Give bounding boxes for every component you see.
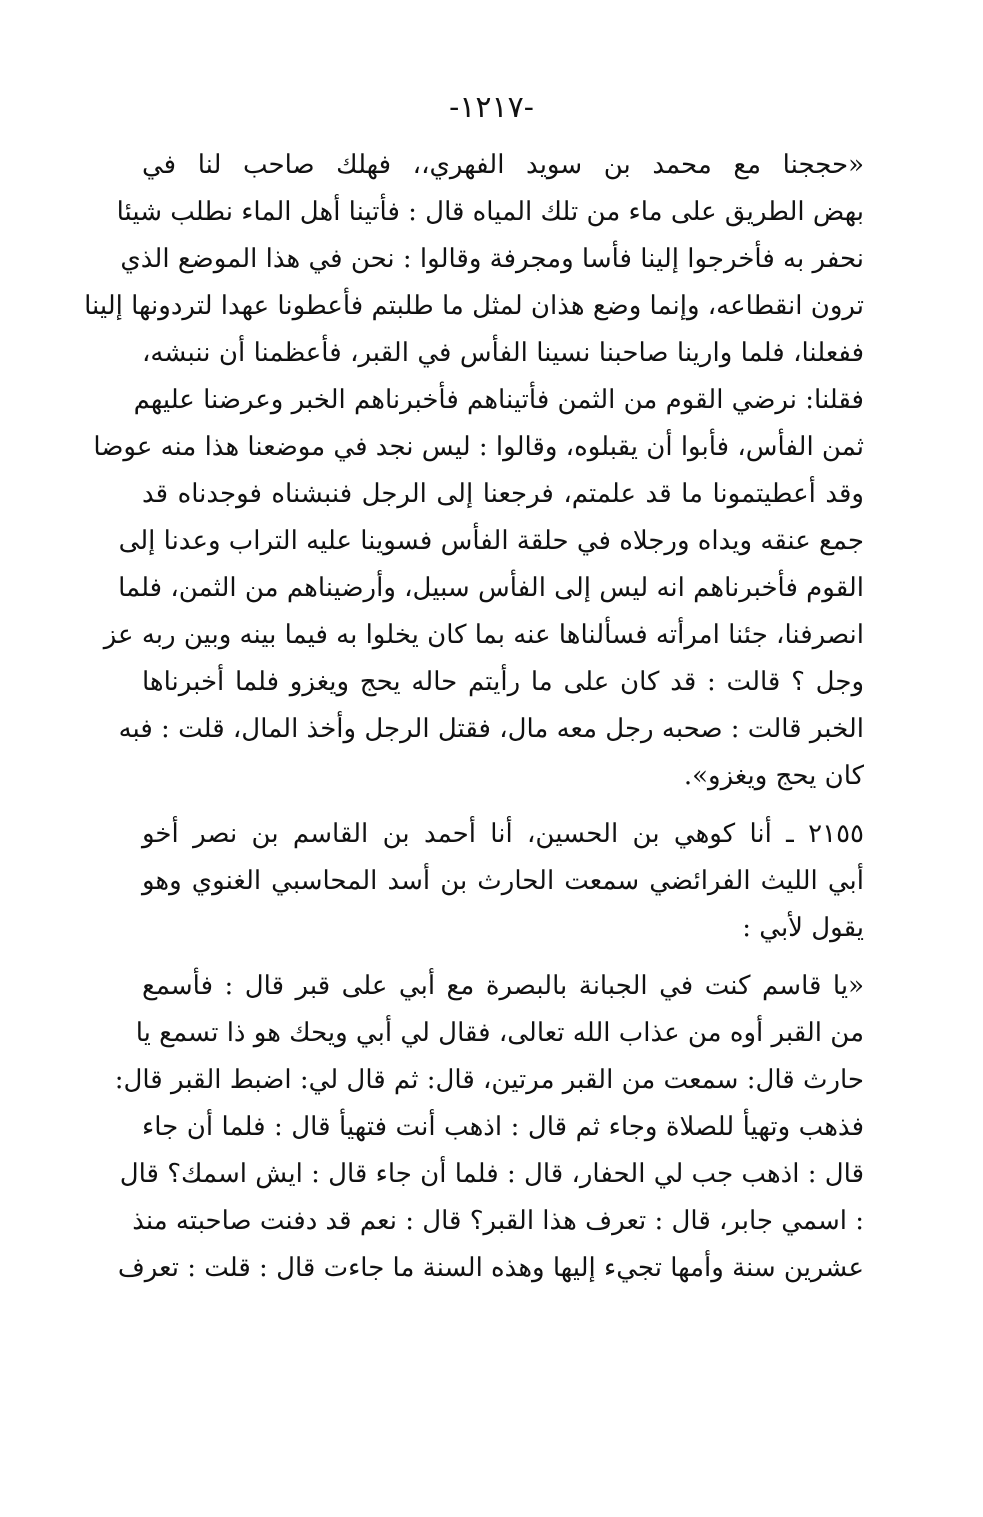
text-line: القوم فأخبرناهم انه ليس إلى الفأس سبيل، وأرضيناهم من الثمن، فلما xyxy=(118,573,864,603)
text-line: وقد أعطيتمونا ما قد علمتم، فرجعنا إلى الرجل فنبشناه فوجدناه قد xyxy=(142,479,864,509)
text-line: ثمن الفأس، فأبوا أن يقبلوه، وقالوا : ليس نجد في موضعنا هذا منه عوضا xyxy=(93,432,864,462)
text-line: يقول لأبي : xyxy=(742,913,864,943)
text-line: «يا قاسم كنت في الجبانة بالبصرة مع أبي على قبر قال : فأسمع xyxy=(142,971,864,1001)
text-line: أبي الليث الفرائضي سمعت الحارث بن أسد المحاسبي الغنوي وهو xyxy=(142,866,864,896)
text-body xyxy=(84,142,864,1292)
text-line: وجل ؟ قالت : قد كان على ما رأيتم حاله يحج ويغزو فلما أخبرناها xyxy=(142,667,864,697)
text-line: ترون انقطاعه، وإنما وضع هذان لمثل ما طلبتم فأعطونا عهدا لتردونها إلينا xyxy=(84,291,864,321)
page-number: -١٢١٧- xyxy=(449,90,534,125)
paragraph-gap xyxy=(142,800,864,811)
text-line: الخبر قالت : صحبه رجل معه مال، فقتل الرجل وأخذ المال، قلت : فبه xyxy=(118,714,864,744)
text-line: كان يحج ويغزو». xyxy=(683,761,864,791)
paragraph xyxy=(142,811,864,952)
text-line: : اسمي جابر، قال : تعرف هذا القبر؟ قال : نعم قد دفنت صاحبته منذ xyxy=(132,1206,864,1236)
text-line: ٢١٥٥ ـ أنا كوهي بن الحسين، أنا أحمد بن القاسم بن نصر أخو xyxy=(142,819,864,849)
text-line: عشرين سنة وأمها تجيء إليها وهذه السنة ما جاءت قال : قلت : تعرف xyxy=(117,1253,864,1283)
text-line: حارث قال: سمعت من القبر مرتين، قال: ثم قال لي: اضبط القبر قال: xyxy=(114,1065,864,1095)
text-line: فقلنا: نرضي القوم من الثمن فأتيناهم فأخبرناهم الخبر وعرضنا عليهم xyxy=(133,385,864,415)
text-line: «حججنا مع محمد بن سويد الفهري،، فهلك صاحب لنا في xyxy=(142,150,864,180)
paragraph-gap xyxy=(142,952,864,963)
text-line: بهض الطريق على ماء من تلك المياه قال : فأتينا أهل الماء نطلب شيئا xyxy=(116,197,864,227)
text-line: من القبر أوه من عذاب الله تعالى، فقال لي أبي ويحك هو ذا تسمع يا xyxy=(135,1018,864,1048)
text-line: جمع عنقه ويداه ورجلاه في حلقة الفأس فسوينا عليه التراب وعدنا إلى xyxy=(118,526,864,556)
text-line: قال : اذهب جب لي الحفار، قال : فلما أن جاء قال : ايش اسمك؟ قال xyxy=(119,1159,864,1189)
text-line: انصرفنا، جئنا امرأته فسألناها عنه بما كان يخلوا به فيما بينه وبين ربه عز xyxy=(103,620,864,650)
text-line: نحفر به فأخرجوا إلينا فأسا ومجرفة وقالوا : نحن في هذا الموضع الذي xyxy=(120,244,864,274)
paragraph xyxy=(114,963,864,1292)
text-line: ففعلنا، فلما وارينا صاحبنا نسينا الفأس في القبر، فأعظمنا أن ننبشه، xyxy=(142,338,864,368)
text-line: فذهب وتهيأ للصلاة وجاء ثم قال : اذهب أنت فتهيأ قال : فلما أن جاء xyxy=(142,1112,864,1142)
paragraph xyxy=(84,142,864,800)
